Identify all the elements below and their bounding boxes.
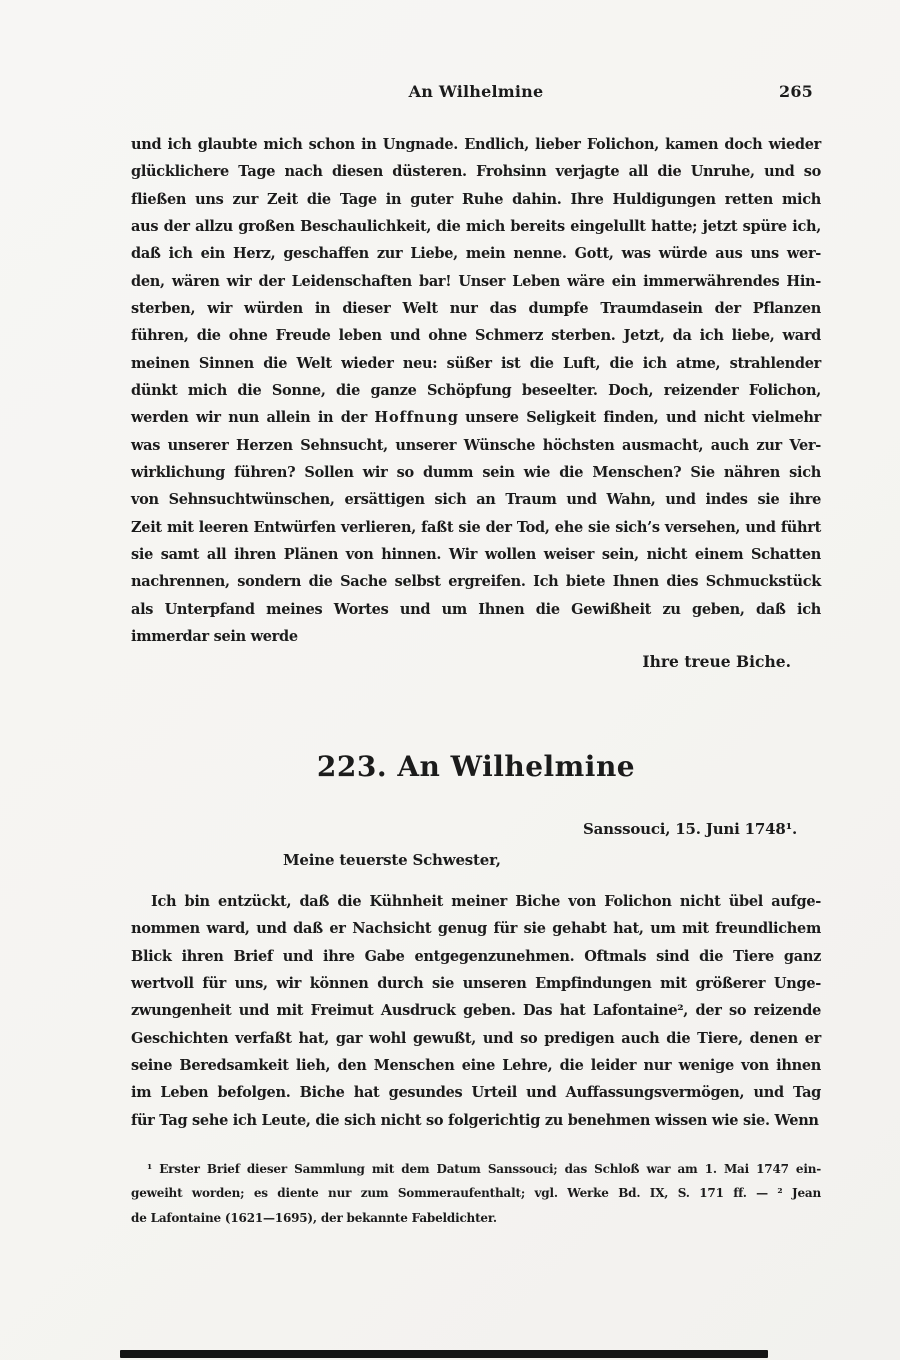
- text-line: Geschichten verfaßt hat, gar wohl gewußt, und so predigen auch die Tiere, denen er: [131, 1029, 821, 1047]
- footnote-block: [131, 1157, 821, 1230]
- letter-body-continuation: [131, 131, 821, 650]
- letter-salutation: Meine teuerste Schwester,: [283, 851, 501, 869]
- letter-dateline: Sanssouci, 15. Juni 1748¹.: [582, 820, 797, 838]
- text-line: zwungenheit und mit Freimut Ausdruck geben. Das hat Lafontaine², der so reizende: [131, 1002, 821, 1020]
- text-line: den, wären wir der Leidenschaften bar! Unser Leben wäre ein immerwährendes Hin-: [131, 272, 821, 290]
- text-line: von Sehnsuchtwünschen, ersättigen sich an Traum und Wahn, und indes sie ihre: [131, 491, 821, 509]
- text-line: geweiht worden; es diente nur zum Sommeraufenthalt; vgl. Werke Bd. IX, S. 171 ff. — ² Jean: [131, 1186, 821, 1201]
- scan-artifact-bar: [120, 1350, 768, 1358]
- text-line: sie samt all ihren Plänen von hinnen. Wir wollen weiser sein, nicht einem Schatten: [131, 545, 821, 563]
- letter-signature: [131, 652, 821, 671]
- text-line: was unserer Herzen Sehnsucht, unserer Wünsche höchsten ausmacht, auch zur Ver-: [131, 436, 821, 454]
- text-line: meinen Sinnen die Welt wieder neu: süßer ist die Luft, die ich atme, strahlender: [131, 354, 821, 372]
- text-line: seine Beredsamkeit lieh, den Menschen eine Lehre, die leider nur wenige von ihnen: [131, 1056, 821, 1074]
- text-line: ¹ Erster Brief dieser Sammlung mit dem Datum Sanssouci; das Schloß war am 1. Mai 1747 ein-: [147, 1162, 821, 1176]
- text-line: daß ich ein Herz, geschaffen zur Liebe, mein nenne. Gott, was würde aus uns wer-: [131, 245, 821, 263]
- text-line: werden wir nun allein in der H o f f n u n g unsere Seligkeit finden, und nicht vielmehr: [131, 409, 821, 427]
- letter-body: [131, 888, 821, 1134]
- text-line: immerdar sein werde: [131, 627, 298, 645]
- signature-text: Ihre treue Biche.: [642, 652, 791, 671]
- running-header: [131, 82, 821, 104]
- text-line: als Unterpfand meines Wortes und um Ihnen die Gewißheit zu geben, daß ich: [131, 600, 821, 618]
- text-line: führen, die ohne Freude leben und ohne Schmerz sterben. Jetzt, da ich liebe, ward: [131, 327, 821, 345]
- section-heading: 223. An Wilhelmine: [316, 750, 636, 783]
- running-title: An Wilhelmine: [408, 82, 544, 101]
- text-line: und ich glaubte mich schon in Ungnade. Endlich, lieber Folichon, kamen doch wieder: [131, 136, 821, 153]
- text-line: Zeit mit leeren Entwürfen verlieren, faßt sie der Tod, ehe sie sich’s versehen, und führt: [131, 518, 821, 536]
- text-line: nommen ward, und daß er Nachsicht genug für sie gehabt hat, um mit freundlichem: [131, 920, 821, 938]
- text-line: wertvoll für uns, wir können durch sie unseren Empfindungen mit größerer Unge-: [131, 974, 821, 992]
- text-line: aus der allzu großen Beschaulichkeit, die mich bereits eingelullt hatte; jetzt spüre ich,: [131, 217, 821, 235]
- page-number: 265: [779, 82, 813, 101]
- text-line: dünkt mich die Sonne, die ganze Schöpfung beseelter. Doch, reizender Folichon,: [131, 381, 821, 399]
- text-line: wirklichung führen? Sollen wir so dumm sein wie die Menschen? Sie nähren sich: [131, 463, 821, 481]
- text-line: nachrennen, sondern die Sache selbst ergreifen. Ich biete Ihnen dies Schmuckstück: [131, 573, 821, 591]
- text-line: glücklichere Tage nach diesen düsteren. Frohsinn verjagte all die Unruhe, und so: [131, 163, 821, 181]
- text-line: für Tag sehe ich Leute, die sich nicht so folgerichtig zu benehmen wissen wie sie. Wenn: [131, 1111, 819, 1129]
- text-line: de Lafontaine (1621—1695), der bekannte Fabeldichter.: [131, 1210, 497, 1225]
- text-line: im Leben befolgen. Biche hat gesundes Urteil und Auffassungsvermögen, und Tag: [131, 1084, 821, 1102]
- text-line: fließen uns zur Zeit die Tage in guter Ruhe dahin. Ihre Huldigungen retten mich: [131, 190, 821, 208]
- text-line: Blick ihren Brief und ihre Gabe entgegenzunehmen. Oftmals sind die Tiere ganz: [131, 947, 821, 965]
- text-line: Ich bin entzückt, daß die Kühnheit meiner Biche von Folichon nicht übel aufge-: [151, 893, 821, 910]
- text-line: sterben, wir würden in dieser Welt nur das dumpfe Traumdasein der Pflanzen: [131, 299, 821, 317]
